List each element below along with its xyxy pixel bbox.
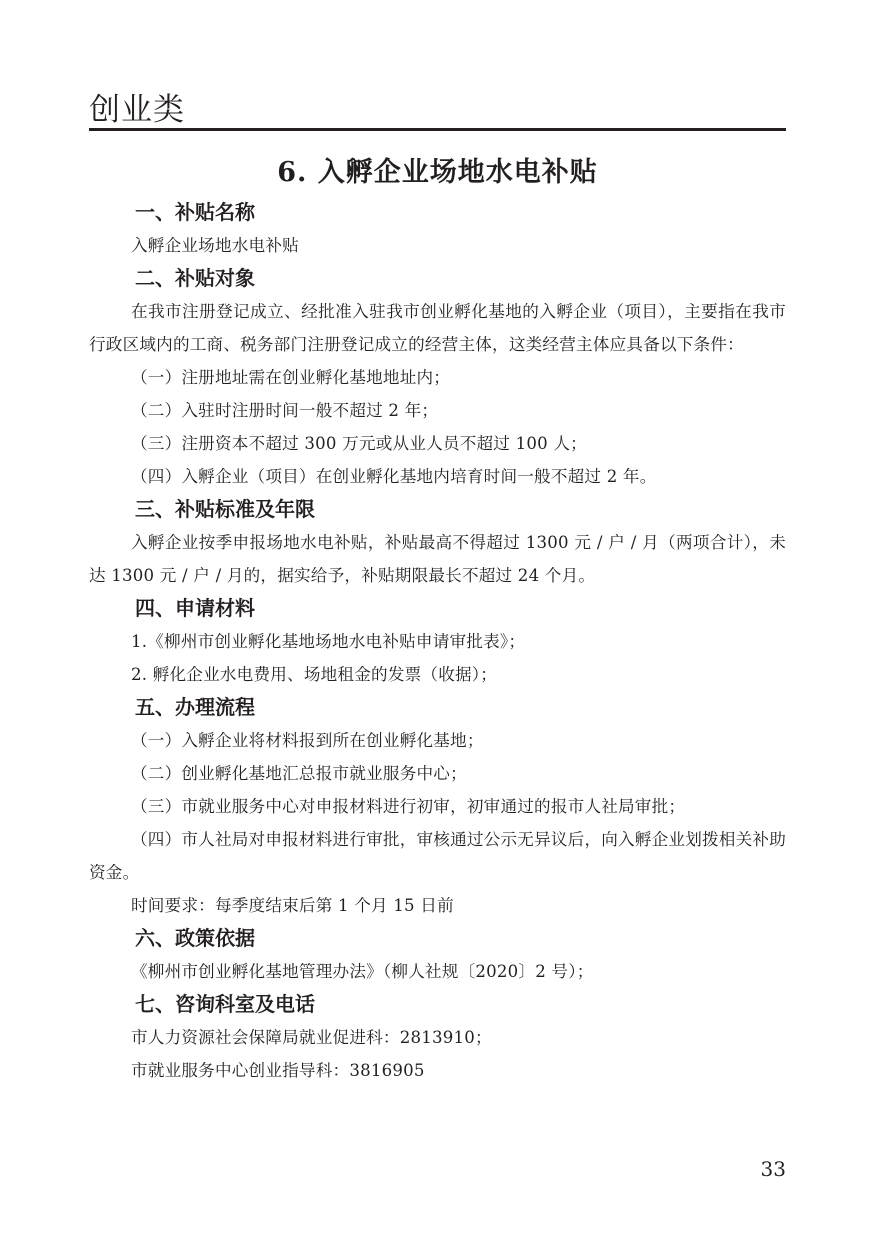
material-item: 1.《柳州市创业孵化基地场地水电补贴申请审批表》；	[131, 632, 526, 651]
subsidy-standard-text: 入孵企业按季申报场地水电补贴，补贴最高不得超过 1300 元 / 户 / 月（两项合计），未达 1300 元 / 户 / 月的，据实给予，补贴期限最长不超过 24 个月。	[89, 533, 786, 585]
time-requirement: 时间要求：每季度结束后第 1 个月 15 日前	[131, 896, 454, 915]
contact-item: 市就业服务中心创业指导科：3816905	[131, 1061, 425, 1080]
process-step: （三）市就业服务中心对申报材料进行初审，初审通过的报市人社局审批；	[131, 797, 686, 816]
section-heading-process: 五、办理流程	[135, 695, 255, 719]
contact-item: 市人力资源社会保障局就业促进科：2813910；	[131, 1028, 492, 1047]
header-divider	[89, 128, 786, 131]
policy-basis-text: 《柳州市创业孵化基地管理办法》（柳人社规〔2020〕2 号）；	[131, 962, 594, 981]
process-step: （一）入孵企业将材料报到所在创业孵化基地；	[131, 731, 484, 750]
subsidy-target-intro: 在我市注册登记成立、经批准入驻我市创业孵化基地的入孵企业（项目），主要指在我市行政区域内的工商、税务部门注册登记成立的经营主体，这类经营主体应具备以下条件：	[89, 302, 786, 354]
process-step: （四）市人社局对申报材料进行审批，审核通过公示无异议后，向入孵企业划拨相关补助资金。	[89, 830, 786, 882]
condition-item: （一）注册地址需在创业孵化基地地址内；	[131, 368, 451, 387]
condition-item: （二）入驻时注册时间一般不超过 2 年；	[131, 401, 439, 420]
process-step: （二）创业孵化基地汇总报市就业服务中心；	[131, 764, 467, 783]
page-number: 33	[760, 1157, 786, 1181]
page-title: 6. 入孵企业场地水电补贴	[277, 157, 598, 188]
section-heading-subsidy-standard: 三、补贴标准及年限	[135, 497, 315, 521]
section-heading-materials: 四、申请材料	[135, 596, 255, 620]
section-heading-contact: 七、咨询科室及电话	[135, 992, 315, 1016]
section-heading-subsidy-target: 二、补贴对象	[135, 266, 255, 290]
category-header: 创业类	[89, 92, 185, 128]
document-body	[89, 196, 786, 1087]
condition-item: （四）入孵企业（项目）在创业孵化基地内培育时间一般不超过 2 年。	[131, 467, 657, 486]
condition-item: （三）注册资本不超过 300 万元或从业人员不超过 100 人；	[131, 434, 587, 453]
section-heading-subsidy-name: 一、补贴名称	[135, 200, 255, 224]
section-heading-policy-basis: 六、政策依据	[135, 926, 255, 950]
material-item: 2. 孵化企业水电费用、场地租金的发票（收据）；	[131, 665, 498, 684]
subsidy-name-text: 入孵企业场地水电补贴	[131, 236, 299, 255]
